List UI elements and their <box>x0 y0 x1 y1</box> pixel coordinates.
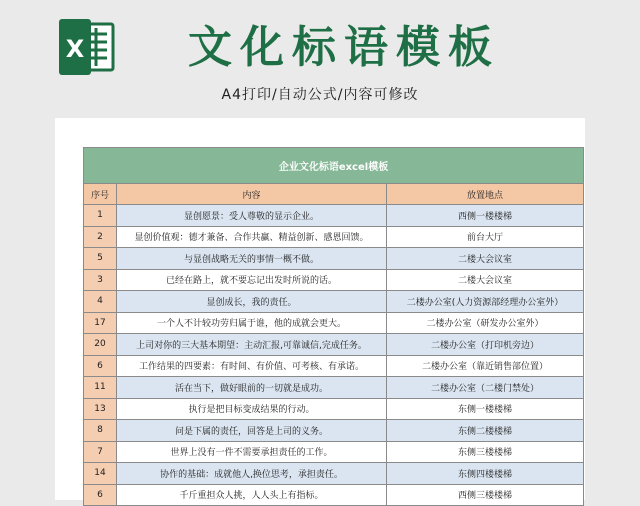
table-row <box>84 420 584 442</box>
cell-index[interactable]: 7 <box>84 441 117 463</box>
table-row <box>84 312 584 334</box>
table-row <box>84 377 584 399</box>
table-row <box>84 334 584 356</box>
cell-content[interactable]: 工作结果的四要素：有时间、有价值、可考核、有承诺。 <box>117 355 387 377</box>
table-row <box>84 398 584 420</box>
table-row <box>84 248 584 270</box>
column-header-index[interactable]: 序号 <box>84 184 117 205</box>
cell-place[interactable]: 东侧四楼楼梯 <box>387 463 584 485</box>
page-subtitle: A4打印/自动公式/内容可修改 <box>221 87 419 103</box>
cell-index[interactable]: 5 <box>84 248 117 270</box>
excel-logo-icon <box>57 18 117 76</box>
table-row <box>84 463 584 485</box>
page-title: 文化标语模板 <box>188 22 500 73</box>
cell-content[interactable]: 问是下属的责任，回答是上司的义务。 <box>117 420 387 442</box>
cell-place[interactable]: 二楼办公室（研发办公室外） <box>387 312 584 334</box>
logo-letter: X <box>65 35 85 63</box>
table-row <box>84 291 584 313</box>
cell-content[interactable]: 协作的基础：成就他人,换位思考，承担责任。 <box>117 463 387 485</box>
cell-index[interactable]: 1 <box>84 205 117 227</box>
cell-index[interactable]: 6 <box>84 355 117 377</box>
table-row <box>84 226 584 248</box>
cell-place[interactable]: 二楼办公室（二楼门禁处） <box>387 377 584 399</box>
cell-index[interactable]: 3 <box>84 269 117 291</box>
cell-index[interactable]: 14 <box>84 463 117 485</box>
cell-index[interactable]: 4 <box>84 291 117 313</box>
cell-content[interactable]: 千斤重担众人挑，人人头上有指标。 <box>117 484 387 506</box>
cell-content[interactable]: 显创价值观：德才兼备、合作共赢、精益创新、感恩回馈。 <box>117 226 387 248</box>
cell-place[interactable]: 二楼办公室(人力资源部经理办公室外） <box>387 291 584 313</box>
cell-place[interactable]: 西侧一楼楼梯 <box>387 205 584 227</box>
cell-content[interactable]: 与显创战略无关的事情一概不做。 <box>117 248 387 270</box>
cell-index[interactable]: 6 <box>84 484 117 506</box>
cell-place[interactable]: 东侧二楼楼梯 <box>387 420 584 442</box>
slogan-table <box>83 147 584 506</box>
column-header-place[interactable]: 放置地点 <box>387 184 584 205</box>
cell-place[interactable]: 东侧一楼楼梯 <box>387 398 584 420</box>
cell-content[interactable]: 显创愿景：受人尊敬的显示企业。 <box>117 205 387 227</box>
cell-place[interactable]: 前台大厅 <box>387 226 584 248</box>
cell-content[interactable]: 显创成长，我的责任。 <box>117 291 387 313</box>
cell-index[interactable]: 17 <box>84 312 117 334</box>
cell-place[interactable]: 东侧三楼楼梯 <box>387 441 584 463</box>
cell-index[interactable]: 11 <box>84 377 117 399</box>
table-caption[interactable]: 企业文化标语excel模板 <box>84 148 584 184</box>
cell-place[interactable]: 二楼大会议室 <box>387 248 584 270</box>
table-row <box>84 205 584 227</box>
cell-content[interactable]: 一个人不计较功劳归属于谁，他的成就会更大。 <box>117 312 387 334</box>
cell-place[interactable]: 西侧三楼楼梯 <box>387 484 584 506</box>
spreadsheet-grid <box>83 147 583 506</box>
cell-content[interactable]: 已经在路上，就不要忘记出发时所说的话。 <box>117 269 387 291</box>
cell-content[interactable]: 活在当下，做好眼前的一切就是成功。 <box>117 377 387 399</box>
cell-index[interactable]: 13 <box>84 398 117 420</box>
cell-content[interactable]: 执行是把目标变成结果的行动。 <box>117 398 387 420</box>
cell-place[interactable]: 二楼大会议室 <box>387 269 584 291</box>
cell-place[interactable]: 二楼办公室（靠近销售部位置） <box>387 355 584 377</box>
table-row <box>84 484 584 506</box>
cell-content[interactable]: 上司对你的三大基本期望：主动汇报,可靠诚信,完成任务。 <box>117 334 387 356</box>
cell-index[interactable]: 20 <box>84 334 117 356</box>
table-row <box>84 269 584 291</box>
cell-content[interactable]: 世界上没有一件不需要承担责任的工作。 <box>117 441 387 463</box>
column-header-content[interactable]: 内容 <box>117 184 387 205</box>
cell-place[interactable]: 二楼办公室（打印机旁边） <box>387 334 584 356</box>
table-row <box>84 355 584 377</box>
table-row <box>84 441 584 463</box>
cell-index[interactable]: 8 <box>84 420 117 442</box>
cell-index[interactable]: 2 <box>84 226 117 248</box>
